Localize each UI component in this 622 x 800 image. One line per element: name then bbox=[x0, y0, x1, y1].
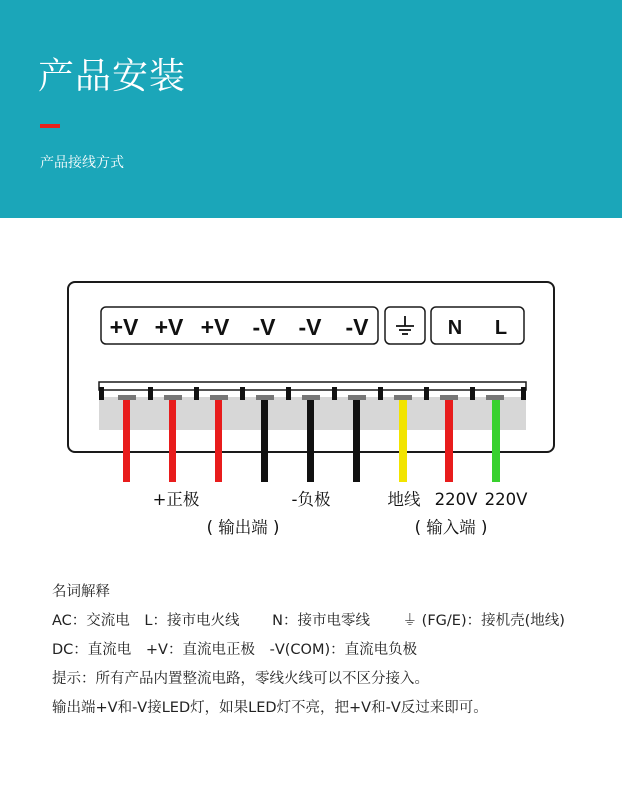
wire-plus-v-1 bbox=[123, 400, 130, 482]
wire-live bbox=[492, 400, 500, 482]
live-voltage-label: 220V bbox=[484, 490, 528, 509]
wiring-tip: 提示：所有产品内置整流电路，零线火线可以不区分接入。 bbox=[52, 671, 429, 687]
title-accent-bar bbox=[40, 124, 60, 128]
terminal-label-minus-v: -V bbox=[298, 314, 322, 340]
wire-minus-v-3 bbox=[353, 400, 360, 482]
glossary-notes bbox=[52, 578, 612, 723]
output-group-label: ( 输出端 ) bbox=[206, 518, 280, 537]
wire-plus-v-3 bbox=[215, 400, 222, 482]
dc-term: DC：直流电 bbox=[52, 642, 132, 658]
positive-label: +正极 bbox=[152, 490, 200, 509]
negative-label: -负极 bbox=[291, 490, 331, 509]
glossary-heading: 名词解释 bbox=[52, 584, 110, 600]
l-term: L：接市电火线 bbox=[144, 613, 240, 629]
n-term: N：接市电零线 bbox=[272, 613, 370, 629]
wire-minus-v-2 bbox=[307, 400, 314, 482]
ground-term: ⏚ (FG/E)：接机壳(地线) bbox=[402, 613, 565, 629]
output-label-frame bbox=[101, 307, 378, 344]
terminal-label-plus-v: +V bbox=[200, 314, 230, 340]
terminal-label-plus-v: +V bbox=[154, 314, 184, 340]
wire-neutral bbox=[445, 400, 453, 482]
terminal-label-minus-v: -V bbox=[345, 314, 369, 340]
ac-term: AC：交流电 bbox=[52, 613, 130, 629]
terminal-label-n: N bbox=[447, 317, 463, 339]
header-banner bbox=[0, 0, 622, 218]
terminal-strip-rail bbox=[99, 382, 526, 390]
terminal-label-minus-v: -V bbox=[252, 314, 276, 340]
neutral-voltage-label: 220V bbox=[434, 490, 478, 509]
plus-v-term: +V：直流电正极 bbox=[145, 642, 255, 658]
glossary-ac-line bbox=[52, 607, 612, 636]
wiring-diagram bbox=[0, 270, 622, 550]
input-label-frame bbox=[431, 307, 524, 344]
wire-minus-v-1 bbox=[261, 400, 268, 482]
wire-ground bbox=[399, 400, 407, 482]
minus-v-term: -V(COM)：直流电负极 bbox=[269, 642, 418, 658]
wire-plus-v-2 bbox=[169, 400, 176, 482]
terminal-label-l: L bbox=[494, 317, 508, 339]
led-tip: 输出端+V和-V接LED灯，如果LED灯不亮，把+V和-V反过来即可。 bbox=[52, 700, 488, 716]
input-group-label: ( 输入端 ) bbox=[414, 518, 488, 537]
terminal-label-plus-v: +V bbox=[109, 314, 139, 340]
ground-wire-label: 地线 bbox=[387, 490, 421, 509]
page-title: 产品安装 bbox=[38, 56, 187, 97]
page-subtitle: 产品接线方式 bbox=[40, 155, 124, 171]
terminal-screws bbox=[118, 395, 504, 400]
glossary-dc-line bbox=[52, 636, 612, 665]
